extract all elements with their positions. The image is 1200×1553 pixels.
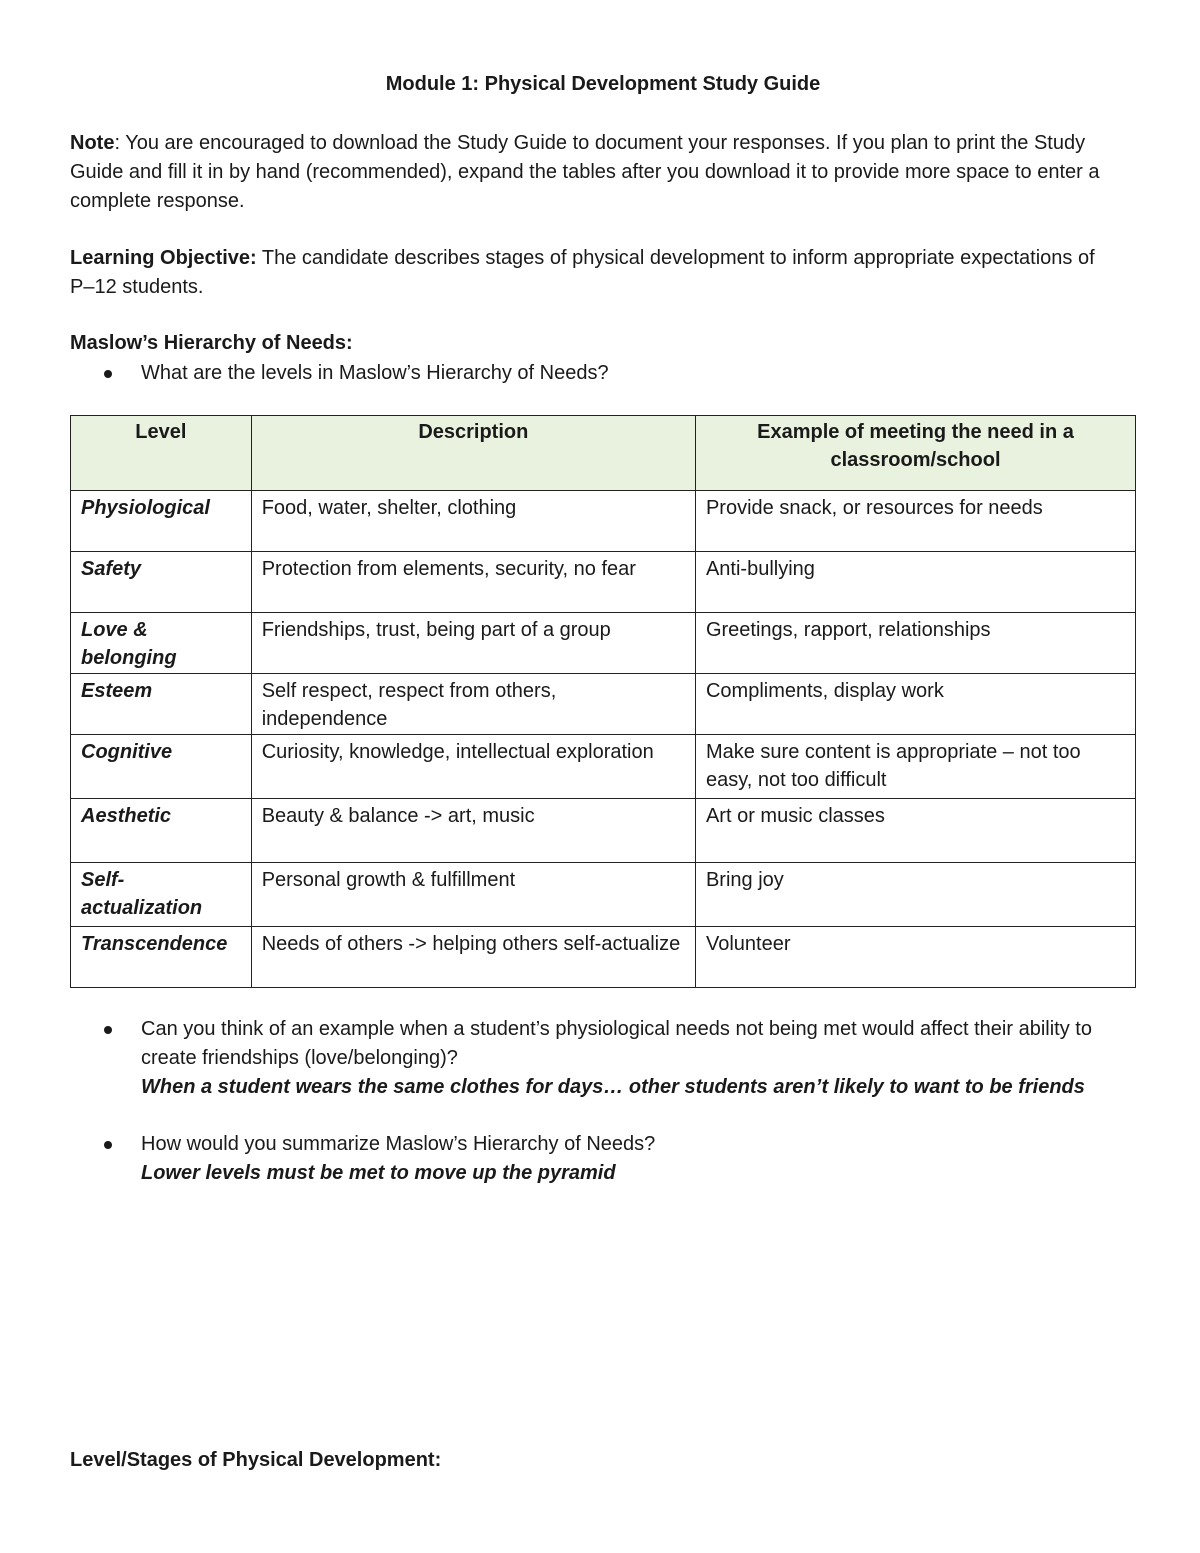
bullet-dot-icon (104, 370, 112, 378)
question-physiological-text: Can you think of an example when a student’s physiological needs not being met would affect their ability to create friendships (love/belonging)? (141, 1018, 1092, 1069)
page-title: Module 1: Physical Development Study Guide (385, 73, 821, 95)
question-text (141, 1015, 1121, 1102)
table-row (71, 613, 1136, 674)
level-cell: Esteem (71, 674, 252, 735)
maslow-table (70, 415, 1136, 988)
bullet-dot-icon (104, 1026, 112, 1034)
table-row (71, 491, 1136, 552)
level-cell: Safety (71, 552, 252, 613)
example-cell: Make sure content is appropriate – not too easy, not too difficult (695, 735, 1135, 799)
description-cell: Self respect, respect from others, independence (251, 674, 695, 735)
description-cell: Beauty & balance -> art, music (251, 799, 695, 863)
question-levels-text: What are the levels in Maslow’s Hierarchy of Needs? (141, 362, 609, 384)
example-cell: Anti-bullying (695, 552, 1135, 613)
learning-objective-paragraph (70, 244, 1120, 302)
question-summarize-text: How would you summarize Maslow’s Hierarchy of Needs? (141, 1133, 656, 1155)
description-cell: Food, water, shelter, clothing (251, 491, 695, 552)
maslow-heading: Maslow’s Hierarchy of Needs: (70, 332, 353, 354)
table-row (71, 927, 1136, 988)
table-row (71, 863, 1136, 927)
bullet-dot-icon (104, 1141, 112, 1149)
example-cell: Provide snack, or resources for needs (695, 491, 1135, 552)
level-cell: Aesthetic (71, 799, 252, 863)
table-row (71, 735, 1136, 799)
example-cell: Volunteer (695, 927, 1135, 988)
table-row (71, 674, 1136, 735)
description-cell: Curiosity, knowledge, intellectual exploration (251, 735, 695, 799)
answer-physiological: When a student wears the same clothes for days… other students aren’t likely to want to be friends (141, 1076, 1085, 1098)
note-paragraph (70, 129, 1120, 216)
table-header-row (71, 416, 1136, 491)
level-cell: Love & belonging (71, 613, 252, 674)
header-level: Level (71, 416, 252, 491)
level-cell: Self-actualization (71, 863, 252, 927)
level-cell: Cognitive (71, 735, 252, 799)
example-cell: Bring joy (695, 863, 1135, 927)
description-cell: Protection from elements, security, no fear (251, 552, 695, 613)
example-cell: Art or music classes (695, 799, 1135, 863)
question-text (141, 1130, 1121, 1188)
level-cell: Transcendence (71, 927, 252, 988)
header-description: Description (251, 416, 695, 491)
note-text: : You are encouraged to download the Study Guide to document your responses. If you plan to print the Study Guide and fill it in by hand (recommended), expand the tables after you download it to provide more space to enter a complete response. (70, 132, 1100, 212)
learning-objective-label: Learning Objective: (70, 247, 257, 269)
stages-heading: Level/Stages of Physical Development: (70, 1449, 442, 1471)
header-example: Example of meeting the need in a classroom/school (695, 416, 1135, 491)
answer-summarize: Lower levels must be met to move up the pyramid (141, 1162, 616, 1184)
description-cell: Friendships, trust, being part of a group (251, 613, 695, 674)
table-row (71, 799, 1136, 863)
example-cell: Compliments, display work (695, 674, 1135, 735)
note-label: Note (70, 132, 115, 154)
learning-objective-text: The candidate describes stages of physical development to inform appropriate expectations of P–12 students. (70, 247, 1095, 298)
description-cell: Personal growth & fulfillment (251, 863, 695, 927)
example-cell: Greetings, rapport, relationships (695, 613, 1135, 674)
level-cell: Physiological (71, 491, 252, 552)
description-cell: Needs of others -> helping others self-actualize (251, 927, 695, 988)
table-row (71, 552, 1136, 613)
